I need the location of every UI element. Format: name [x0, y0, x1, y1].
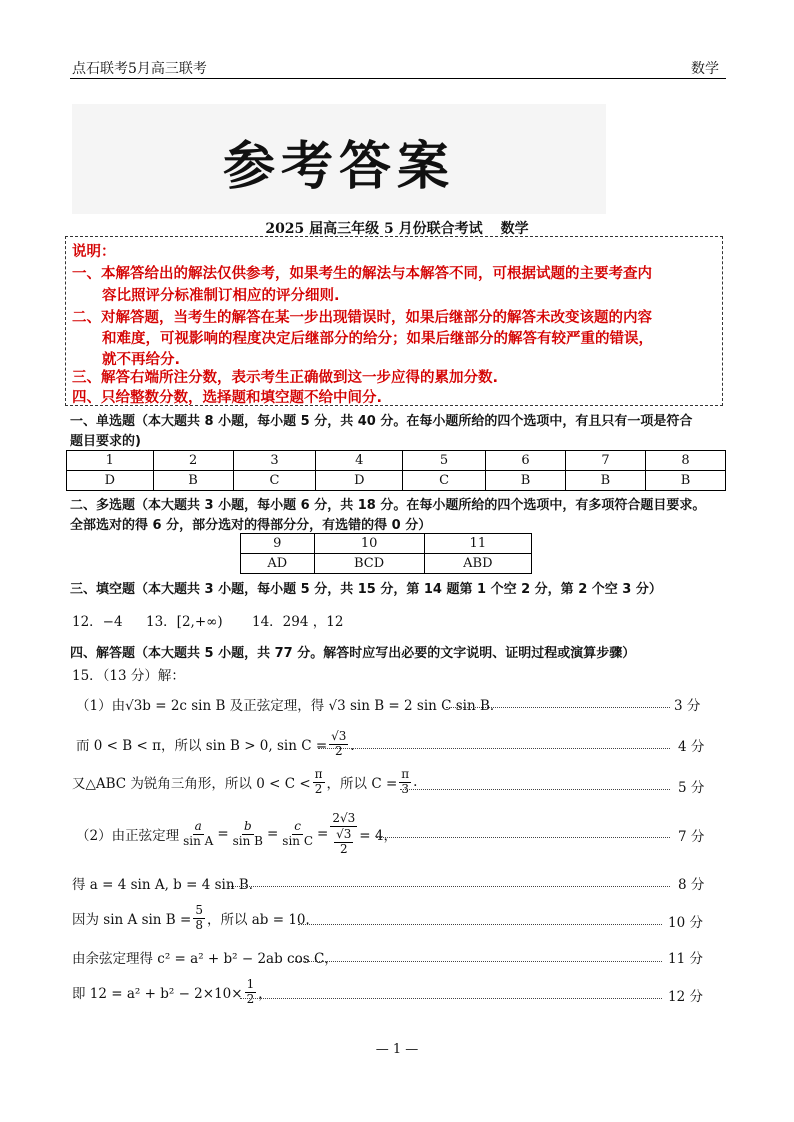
- note-line: 三、解答右端所注分数，表示考生正确做到这一步应得的累加分数.: [72, 370, 499, 386]
- fraction: [181, 820, 215, 849]
- fraction: [399, 768, 411, 797]
- table-row: [241, 554, 532, 574]
- question-number: 2: [153, 451, 233, 471]
- fraction: [245, 978, 257, 1007]
- table-row: [67, 451, 726, 471]
- dot-leader: [376, 837, 670, 838]
- section2-title-cont: 全部选对的得 6 分，部分选对的得部分分，有选错的得 0 分）: [70, 518, 432, 533]
- section1-title: 一、单选题（本大题共 8 小题，每小题 5 分，共 40 分。在每小题所给的四个选项中，有且只有一项是符合: [70, 414, 693, 429]
- fill-answer-13: 13．[2,+∞): [146, 614, 223, 630]
- page-title: 参考答案: [222, 136, 455, 197]
- header-right: 数学: [691, 61, 719, 77]
- solution-step: （1）由√3b = 2c sin B 及正弦定理，得 √3 sin B = 2 sin C sin B．: [76, 698, 504, 714]
- solution-step: [72, 904, 319, 933]
- question-number: 6: [486, 451, 566, 471]
- multi-choice-table: [240, 533, 532, 574]
- fraction: [313, 768, 325, 797]
- equals-sign: =: [217, 826, 229, 843]
- answer-cell: C: [403, 471, 486, 491]
- denominator: 2: [314, 781, 323, 796]
- solution-step: 得 a = 4 sin A, b = 4 sin B．: [72, 877, 263, 893]
- header-left: 点石联考5月高三联考: [72, 61, 207, 77]
- denominator: 3: [401, 781, 410, 796]
- dot-leader: [446, 707, 670, 708]
- step-score: 5 分: [678, 780, 705, 796]
- denominator: sin A: [183, 833, 214, 848]
- step-text: ，: [258, 986, 272, 1003]
- table-row: [67, 471, 726, 491]
- denominator: 8: [195, 917, 203, 932]
- step-score: 3 分: [674, 698, 701, 714]
- numerator: 1: [246, 977, 255, 991]
- note-line: 容比照评分标准制订相应的评分细则.: [102, 288, 340, 304]
- question-number: 1: [67, 451, 154, 471]
- answer-cell: AD: [241, 554, 315, 574]
- dot-leader: [298, 924, 662, 925]
- numerator: √3: [336, 826, 352, 841]
- numerator: a: [194, 818, 202, 833]
- fill-answer-12: 12．−4: [72, 614, 123, 630]
- fill-answer-14: 14．294 ，12: [252, 614, 344, 630]
- page-number: — 1 —: [375, 1042, 419, 1057]
- question-number: 4: [316, 451, 403, 471]
- note-line: 二、对解答题，当考生的解答在某一步出现错误时，如果后继部分的解答未改变该题的内容: [72, 310, 652, 326]
- denominator: 2: [246, 991, 255, 1006]
- section4-title: 四、解答题（本大题共 5 小题，共 77 分。解答时应写出必要的文字说明、证明过程或演算步骤）: [70, 646, 636, 661]
- answer-cell: ABD: [424, 554, 531, 574]
- notes-heading: 说明：: [72, 244, 116, 260]
- answer-cell: C: [233, 471, 316, 491]
- dot-leader: [400, 789, 670, 790]
- question-number: 10: [314, 534, 424, 554]
- question-number: 8: [645, 451, 725, 471]
- equals-sign: =: [317, 826, 329, 843]
- dot-leader: [318, 748, 670, 749]
- header-divider: [70, 78, 726, 79]
- exam-name: 2025 届高三年级 5 月份联合考试: [265, 221, 483, 237]
- answer-cell: B: [565, 471, 645, 491]
- step-text: 因为 sin A sin B =: [72, 912, 192, 929]
- step-score: 11 分: [668, 951, 703, 967]
- step-score: 8 分: [678, 877, 705, 893]
- numerator: c: [294, 818, 302, 833]
- answer-cell: BCD: [314, 554, 424, 574]
- question-number: 11: [424, 534, 531, 554]
- step-text: ．: [350, 738, 364, 755]
- numerator: √3: [331, 729, 347, 743]
- numerator: b: [243, 818, 252, 833]
- question-15-heading: 15．（13 分）解：: [72, 668, 185, 684]
- single-choice-table: [66, 450, 726, 491]
- exam-subject: 数学: [500, 221, 529, 237]
- note-line: 和难度，可视影响的程度决定后继部分的给分；如果后继部分的解答有较严重的错误，: [102, 331, 653, 347]
- dot-leader: [292, 961, 662, 962]
- equals-sign: =: [266, 826, 279, 843]
- note-line: 就不再给分.: [102, 352, 181, 368]
- step-score: 12 分: [668, 989, 703, 1005]
- step-score: 7 分: [678, 829, 705, 845]
- section3-title: 三、填空题（本大题共 3 小题，每小题 5 分，共 15 分，第 14 题第 1 个空 2 分，第 2 个空 3 分）: [70, 582, 662, 597]
- denominator: sin C: [282, 833, 314, 848]
- numerator: 2√3: [332, 811, 356, 825]
- fraction: [280, 820, 315, 849]
- question-number: 9: [241, 534, 315, 554]
- note-line: 四、只给整数分数，选择题和填空题不给中间分.: [72, 390, 383, 406]
- dot-leader: [240, 998, 662, 999]
- note-line: 一、本解答给出的解法仅供参考，如果考生的解法与本解答不同，可根据试题的主要考查内: [72, 266, 652, 282]
- step-text: .: [413, 774, 418, 791]
- denominator: 2: [339, 841, 348, 856]
- fraction: [329, 730, 348, 759]
- compound-fraction: [330, 812, 357, 856]
- question-number: 5: [403, 451, 486, 471]
- solution-step: [72, 768, 417, 797]
- answer-cell: B: [153, 471, 233, 491]
- section1-title-cont: 题目要求的): [70, 434, 141, 449]
- solution-step: [76, 812, 397, 856]
- question-number: 3: [233, 451, 316, 471]
- step-text: 即 12 = a² + b² − 2×10×: [72, 986, 243, 1003]
- step-text: 又△ABC 为锐角三角形，所以 0 < C <: [72, 776, 311, 793]
- step-text: ，所以 C =: [326, 776, 398, 793]
- step-score: 4 分: [678, 739, 705, 755]
- answer-cell: D: [67, 471, 154, 491]
- section2-title: 二、多选题（本大题共 3 小题，每小题 6 分，共 18 分。在每小题所给的四个选项中，有多项符合题目要求。: [70, 498, 706, 513]
- answer-cell: D: [316, 471, 403, 491]
- question-number: 7: [565, 451, 645, 471]
- solution-step: [72, 978, 272, 1007]
- solution-step: [76, 730, 364, 759]
- numerator: π: [401, 767, 410, 781]
- dot-leader: [228, 886, 670, 887]
- solution-step: 由余弦定理得 c² = a² + b² − 2ab cos C，: [72, 951, 338, 967]
- sub-fraction: [334, 828, 353, 857]
- step-text: ，所以 ab = 10．: [206, 912, 320, 929]
- step-text: 而 0 < B < π，所以 sin B > 0, sin C =: [76, 738, 328, 755]
- denominator: sin B: [232, 833, 263, 848]
- answer-cell: B: [486, 471, 566, 491]
- exam-subtitle: [0, 218, 794, 238]
- step-text: （2）由正弦定理: [76, 828, 180, 845]
- answer-cell: B: [645, 471, 725, 491]
- denominator: 2: [334, 743, 343, 758]
- numerator: π: [314, 767, 323, 781]
- table-row: [241, 534, 532, 554]
- step-score: 10 分: [668, 915, 703, 931]
- fraction: [231, 820, 265, 849]
- step-text: = 4，: [359, 828, 397, 845]
- fraction: [193, 904, 205, 933]
- numerator: 5: [195, 903, 203, 917]
